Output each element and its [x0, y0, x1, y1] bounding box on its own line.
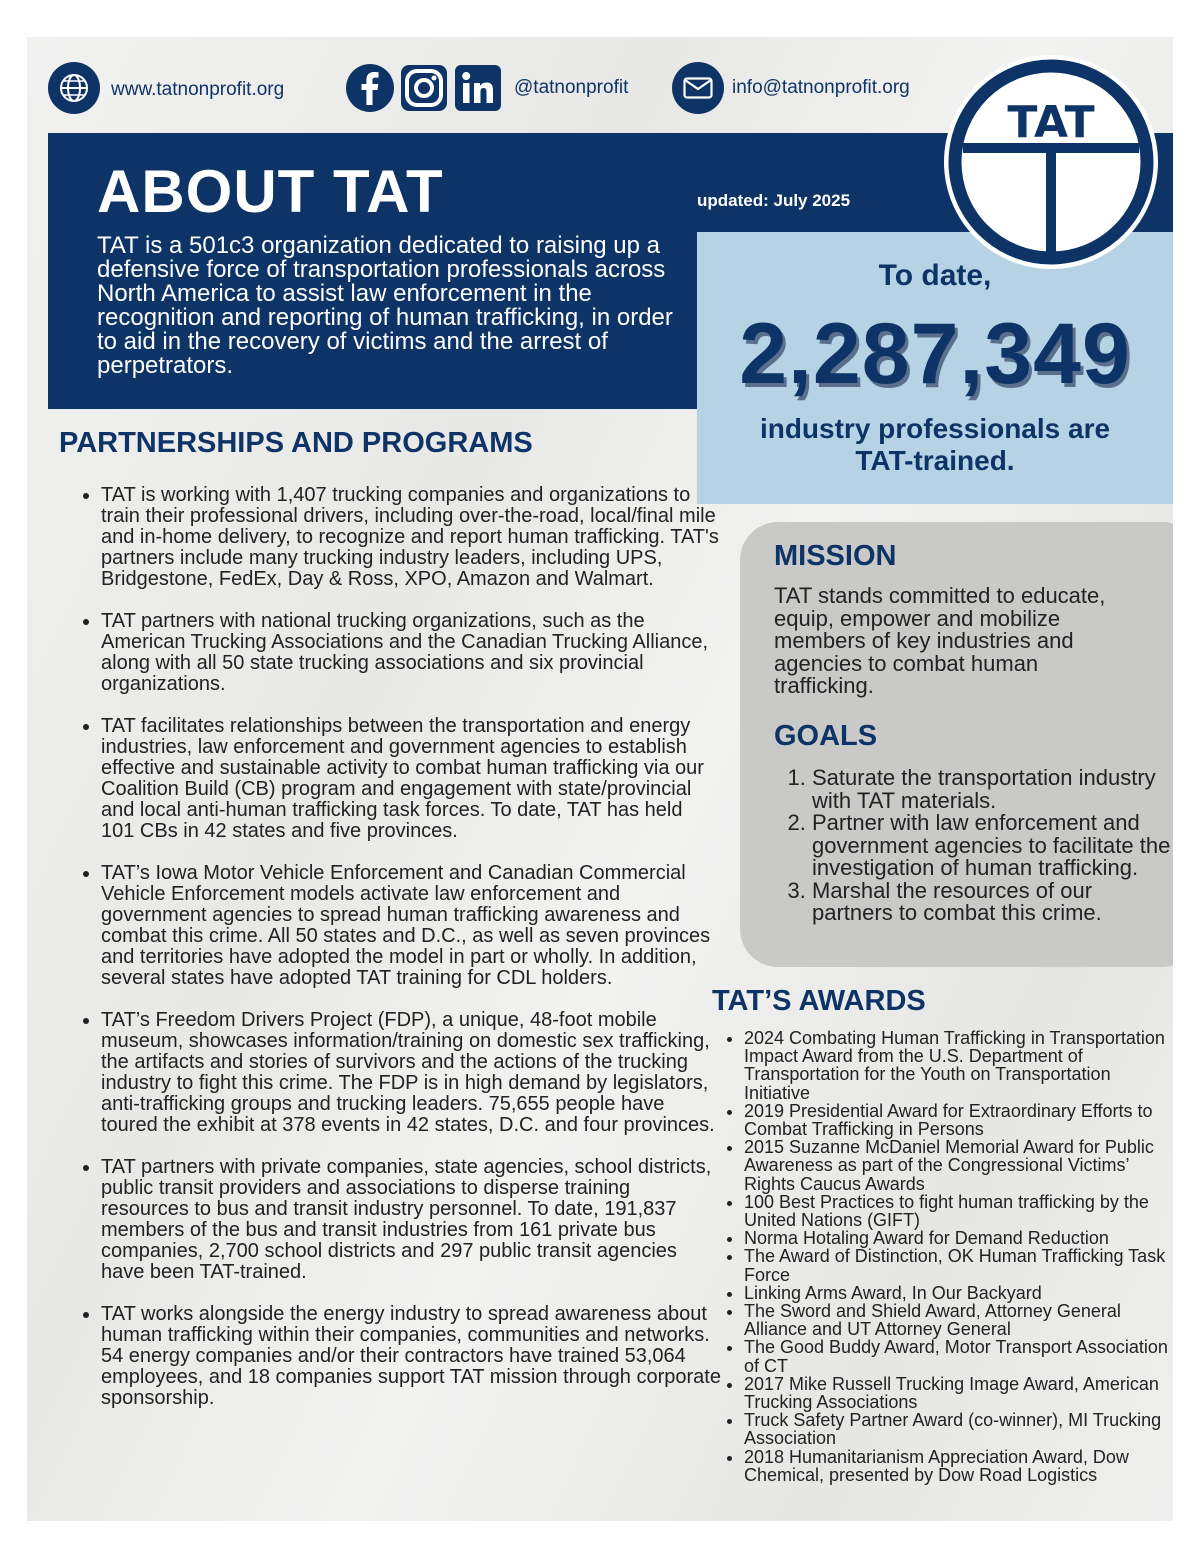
flyer-page — [27, 37, 1173, 1521]
awards-list — [722, 1029, 1173, 1484]
list-item: • TAT’s Iowa Motor Vehicle Enforcement and Canadian Commercial Vehicle Enforcement models activate law enforcement and government agencies to spread human trafficking awareness and combat this crime. All 50 states and D.C., as well as seven provinces and territories have adopted the model in part or wholly. In addition, several states have adopted TAT training for CDL holders. — [101, 863, 721, 989]
list-item: • TAT partners with private companies, state agencies, school districts, public transit providers and associations to disperse training resources to bus and transit industry personnel. To date, 191,837 members of the bus and transit industries from 161 private bus companies, 2,700 school districts and 297 public transit agencies have been TAT-trained. — [101, 1157, 721, 1283]
stat-number: 2,287,349 — [739, 306, 1131, 402]
list-item: • TAT is working with 1,407 trucking companies and organizations to train their professional drivers, including over-the-road, local/final mile and in-home delivery, to recognize and report human trafficking. TAT's partners include many trucking industry leaders, including UPS, Bridgestone, FedEx, Day & Ross, XPO, Amazon and Walmart. — [101, 485, 721, 590]
stat-lead: To date, — [878, 259, 992, 292]
mission-text: TAT stands committed to educate, equip, empower and mobilize members of key industries and agencies to combat human trafficking. — [774, 583, 1106, 698]
tat-logo — [944, 55, 1158, 269]
list-item: • The Sword and Shield Award, Attorney General Alliance and UT Attorney General — [744, 1302, 1173, 1338]
stat-tail: industry professionals are TAT-trained. — [759, 413, 1111, 476]
website-link[interactable]: www.tatnonprofit.org — [111, 79, 285, 100]
goals-list — [774, 767, 1172, 925]
instagram-icon[interactable] — [399, 63, 449, 113]
list-item: • TAT partners with national trucking organizations, such as the American Trucking Associations and the Canadian Trucking Alliance, along with all 50 state trucking associations and six provincial organizations. — [101, 611, 721, 695]
globe-icon — [48, 62, 100, 114]
list-item: • 2018 Humanitarianism Appreciation Award, Dow Chemical, presented by Dow Road Logistics — [744, 1448, 1173, 1484]
page-title: ABOUT TAT — [97, 158, 444, 225]
social-handle[interactable]: @tatnonprofit — [514, 77, 629, 98]
list-item: • 2015 Suzanne McDaniel Memorial Award for Public Awareness as part of the Congressional Victims’ Rights Caucus Awards — [744, 1138, 1173, 1193]
partnerships-list — [77, 485, 721, 1430]
list-item: • 2019 Presidential Award for Extraordinary Efforts to Combat Trafficking in Persons — [744, 1102, 1173, 1138]
mission-heading: MISSION — [774, 540, 897, 572]
list-item: • TAT’s Freedom Drivers Project (FDP), a unique, 48-foot mobile museum, showcases information/training on domestic sex trafficking, the artifacts and stories of survivors and the actions of the trucking industry to fight this crime. The FDP is in high demand by legislators, anti-trafficking groups and trucking leaders. 75,655 people have toured the exhibit at 378 events in 42 states, D.C. and four provinces. — [101, 1010, 721, 1136]
updated-date: updated: July 2025 — [697, 191, 851, 210]
awards-heading: TAT’S AWARDS — [712, 985, 926, 1017]
list-item: • 100 Best Practices to fight human trafficking by the United Nations (GIFT) — [744, 1193, 1173, 1229]
list-item: • The Good Buddy Award, Motor Transport Association of CT — [744, 1338, 1173, 1374]
list-item: • The Award of Distinction, OK Human Trafficking Task Force — [744, 1247, 1173, 1283]
list-item: 1. Saturate the transportation industry with TAT materials. — [812, 767, 1172, 812]
list-item: • TAT works alongside the energy industry to spread awareness about human trafficking within their companies, communities and networks. 54 energy companies and/or their contractors have trained 53,064 employees, and 18 companies support TAT mission through corporate sponsorship. — [101, 1304, 721, 1409]
logo-text: TAT — [1007, 97, 1095, 148]
list-item: • 2017 Mike Russell Trucking Image Award, American Trucking Associations — [744, 1375, 1173, 1411]
mail-icon — [672, 62, 724, 114]
facebook-icon[interactable] — [345, 63, 395, 113]
email-link[interactable]: info@tatnonprofit.org — [732, 77, 910, 98]
list-item: • TAT facilitates relationships between the transportation and energy industries, law enforcement and government agencies to establish effective and sustainable activity to combat human trafficking via our Coalition Build (CB) program and engagement with state/provincial and local anti-human trafficking task forces. To date, TAT has held 101 CBs in 42 states and five provinces. — [101, 716, 721, 842]
list-item: • 2024 Combating Human Trafficking in Transportation Impact Award from the U.S. Department of Transportation for the Youth on Transportation Initiative — [744, 1029, 1173, 1102]
list-item: 3. Marshal the resources of our partners to combat this crime. — [812, 880, 1172, 925]
list-item: • Linking Arms Award, In Our Backyard — [744, 1284, 1173, 1302]
stat-box — [697, 232, 1173, 504]
list-item: • Truck Safety Partner Award (co-winner), MI Trucking Association — [744, 1411, 1173, 1447]
list-item: • Norma Hotaling Award for Demand Reduction — [744, 1229, 1173, 1247]
list-item: 2. Partner with law enforcement and government agencies to facilitate the investigation of human trafficking. — [812, 812, 1172, 880]
partnerships-heading: PARTNERSHIPS AND PROGRAMS — [59, 427, 533, 459]
linkedin-icon[interactable] — [453, 63, 503, 113]
intro-text: TAT is a 501c3 organization dedicated to raising up a defensive force of transportation professionals across North America to assist law enforcement in the recognition and reporting of human trafficking, in order to aid in the recovery of victims and the arrest of perpetrators. — [97, 232, 673, 379]
goals-heading: GOALS — [774, 720, 878, 752]
